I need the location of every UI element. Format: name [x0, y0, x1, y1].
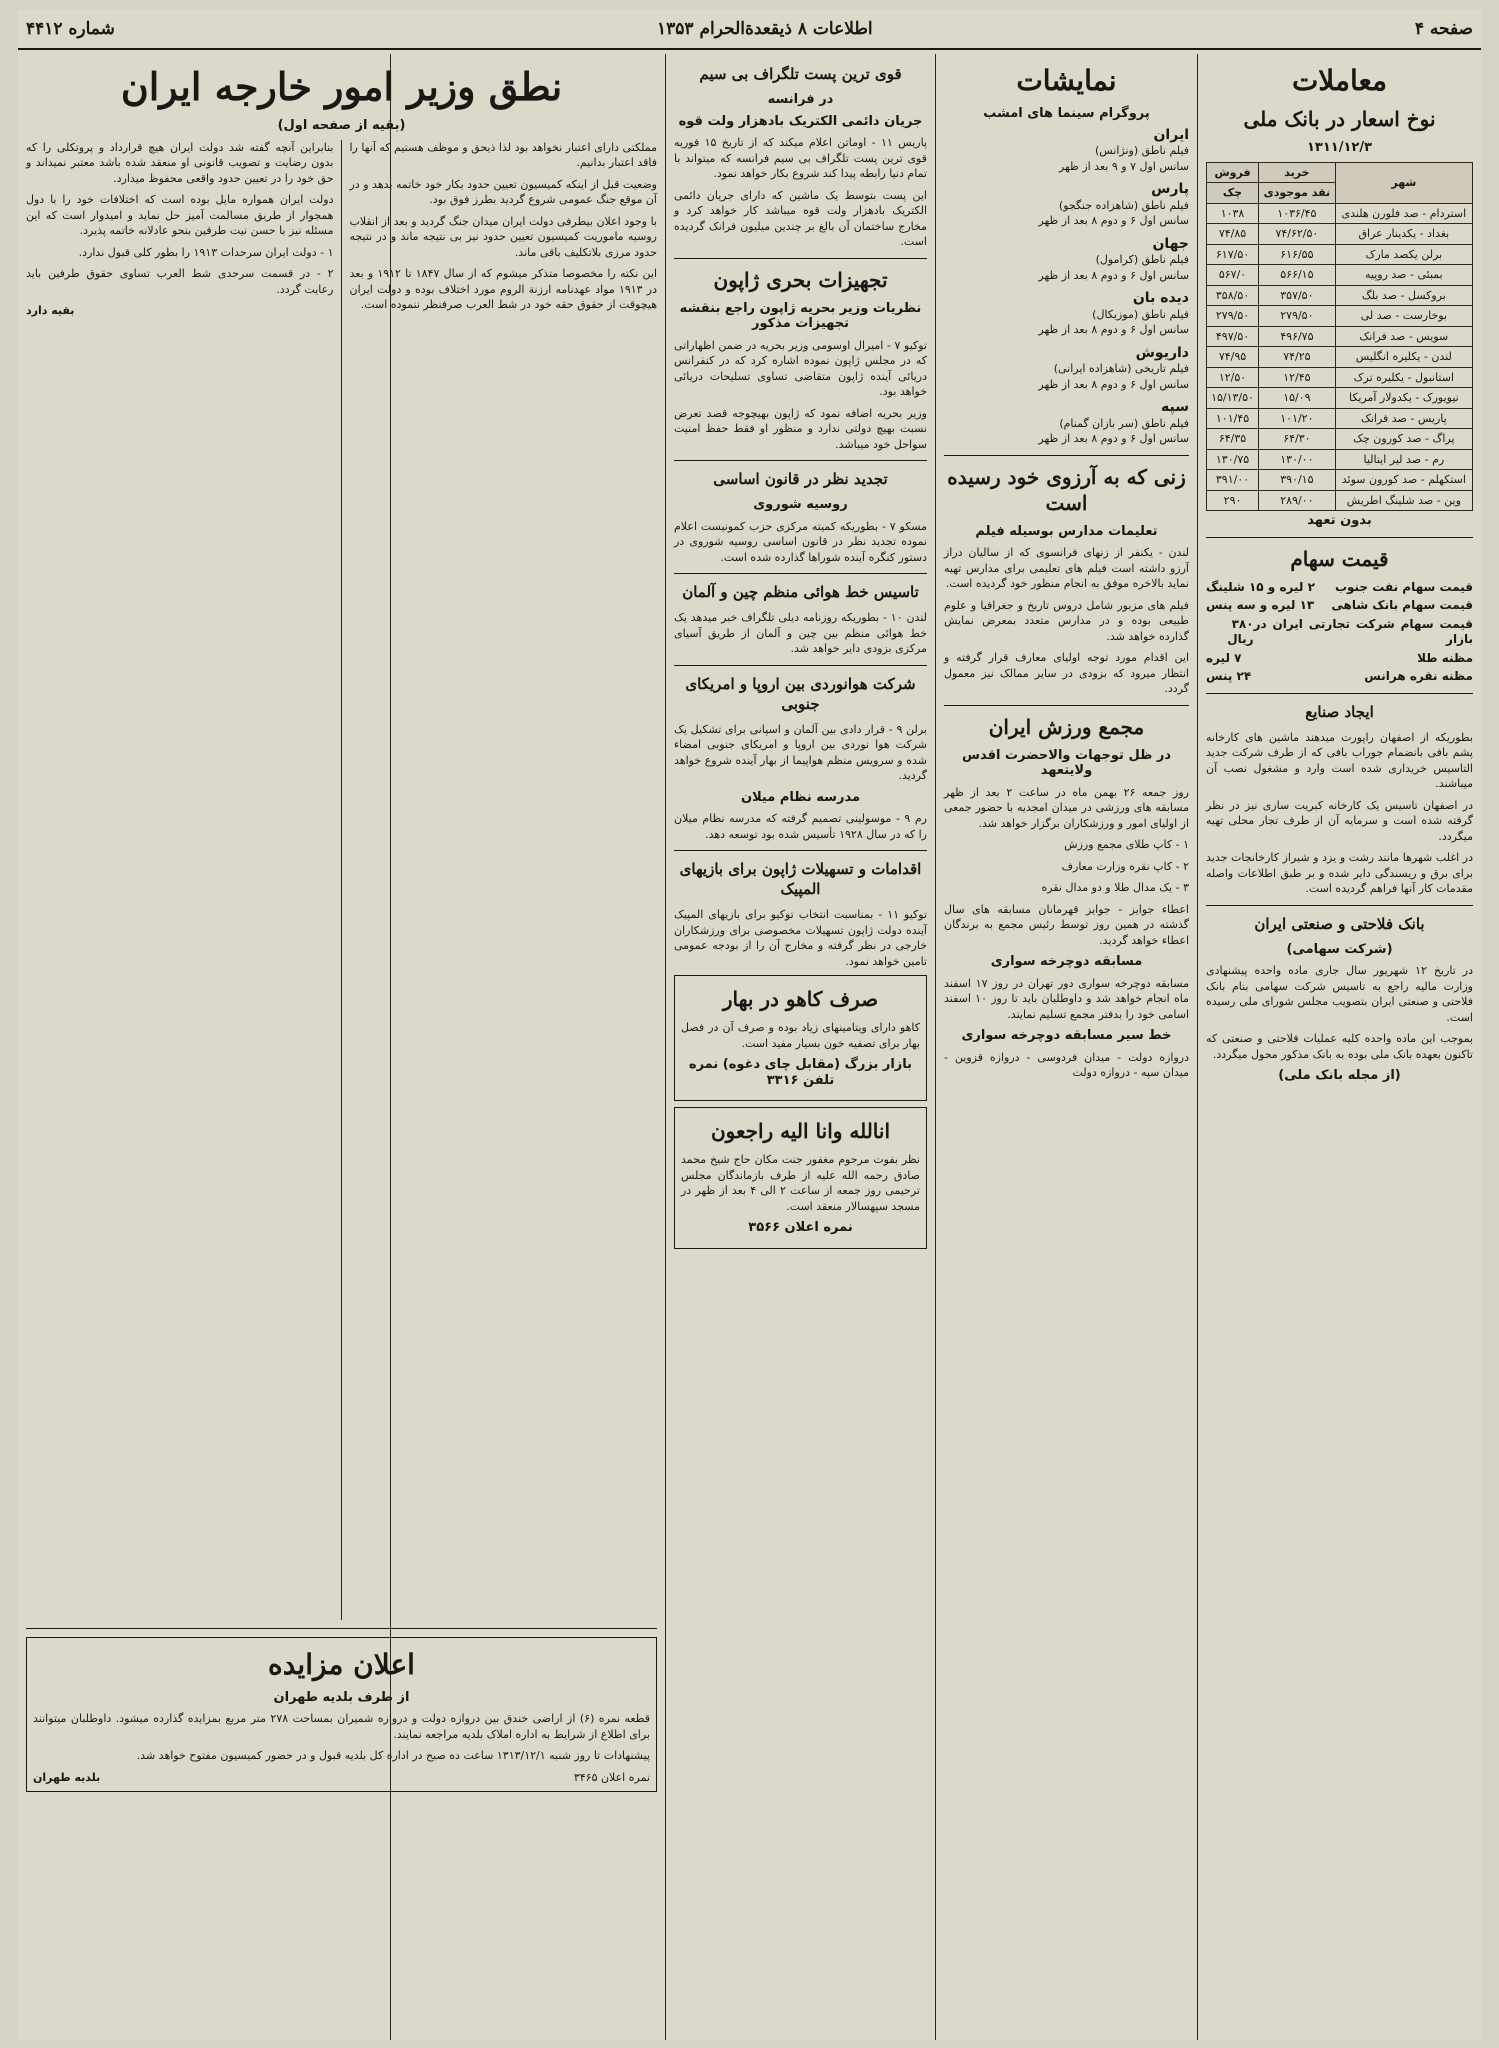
rate-buy: ۵۶۶/۱۵: [1259, 265, 1336, 286]
minister-title: نطق وزیر امور خارجه ایران: [120, 64, 563, 109]
trade-date: ۱۳۱۱/۱۲/۳: [1306, 140, 1373, 155]
rate-buy: ۱۲/۴۵: [1259, 367, 1336, 388]
rate-buy: ۶۱۶/۵۵: [1259, 244, 1336, 265]
share-item: [1206, 651, 1473, 667]
cinema-film: فیلم ناطق (کرامول): [1095, 253, 1189, 266]
table-row: [1207, 388, 1473, 409]
cinema-film: فیلم ناطق (سر بازان گمنام): [1059, 416, 1189, 430]
telegraph-title: قوی ترین پست تلگراف بی سیم: [699, 65, 902, 83]
table-header-sell: فروش: [1207, 162, 1259, 183]
share-value: ۲ لیره و ۱۵ شلینگ: [1206, 579, 1315, 594]
issue-number: شماره ۴۴۱۲: [26, 19, 115, 39]
woman-paragraph: لندن - یکنفر از زنهای فرانسوی که از سالیان دراز آرزو داشته است فیلم های تعلیمی برای مدارس تهیه نماید بالاخره موفق به انجام منظور خود گردیده است.: [944, 546, 1189, 590]
share-value: ۱۳ لیره و سه پنس: [1206, 598, 1315, 612]
telegraph-paragraph: این پست بتوسط یک ماشین که دارای جریان دائمی الکتریک بادهزار ولت قوه میباشد کار خواهد کرد و مخارج ساختمان آن بالغ بر چندین میلیون فرانک گردیده است.: [674, 188, 927, 248]
woman-title: زنی که به آرزوی خود رسیده است: [947, 464, 1186, 515]
table-row: [1207, 408, 1473, 429]
airline-paragraph: لندن ۱۰ - بطوریکه روزنامه دیلی تلگراف خبر میدهد یک خط هوائی منظم بین چین و آلمان از طریق آسیای مرکزی بزودی دایر خواهد شد.: [674, 611, 927, 655]
share-label: قیمت سهام شرکت تجارتی ایران در بازار: [1253, 616, 1473, 646]
column-news: [666, 54, 935, 2040]
table-subheader-cash: نقد موجودی: [1259, 183, 1336, 204]
woman-paragraph: این اقدام مورد توجه اولیای معارف قرار گرفته و انتظار میرود که بزودی در سایر ممالک نیز معمول گردد.: [944, 651, 1189, 695]
constitution-subtitle: روسیه شوروی: [753, 497, 848, 512]
share-label: قیمت سهام نفت جنوب: [1334, 579, 1473, 594]
cinema-film: فیلم ناطق (ونژانس): [1094, 144, 1189, 157]
condolence-text: نظر بفوت مرحوم مغفور جنت مکان حاج شیخ محمد صادق رحمه الله علیه از طرف بازماندگان مجلس ترحیمی روز جمعه از ساعت ۲ الی ۴ بعد از ظهر در مسجد سپهسالار منعقد است.: [681, 1153, 920, 1213]
minister-body: [26, 140, 657, 1620]
rate-sell: ۶۴/۳۵: [1207, 429, 1259, 450]
table-subheader-check: چک: [1207, 183, 1259, 204]
cinema-item: [944, 182, 1189, 229]
industry-paragraph: در اصفهان تاسیس یک کارخانه کبریت سازی نیز در نظر گرفته شده است و سرمایه آن از طرف تجار محلی تهیه میگردد.: [1206, 798, 1473, 843]
navy-paragraph: وزیر بحریه اضافه نمود که ژاپون بهیچوجه قصد تعرض نسبت بهیچ دولتی ندارد و منظور او فقط حفظ امنیت سواحل خود میباشد.: [674, 406, 927, 451]
rate-sell: ۵۶۷/۰: [1207, 265, 1259, 286]
shares-list: [1206, 580, 1473, 685]
share-label: مظنه طلا: [1417, 650, 1473, 665]
share-item: [1206, 598, 1473, 614]
rate-buy: ۶۴/۳۰: [1259, 429, 1336, 450]
column-shows: [936, 54, 1197, 2040]
woman-subtitle: تعلیمات مدارس بوسیله فیلم: [975, 523, 1158, 539]
telegraph-lead: جریان دائمی الکتریک بادهزار ولت قوه: [678, 113, 923, 129]
telegraph-paragraph: پاریس ۱۱ - اوماتن اعلام میکند که از تاریخ ۱۵ فوریه قوی ترین پست تلگراف بی سیم فرانسه که میتواند با تمام دنیا رابطه پیدا کند شروع بکار خواهد نمود.: [674, 136, 927, 180]
table-row: [1207, 449, 1473, 470]
rate-sell: ۱۲/۵۰: [1207, 367, 1259, 388]
cinema-film: فیلم ناطق (شاهزاده جنگجو): [1058, 198, 1189, 212]
company-title: شرکت هوانوردی بین اروپا و امریکای جنوبی: [685, 674, 916, 713]
rate-buy: ۲۸۹/۰۰: [1259, 490, 1336, 511]
rate-city: بروکسل - صد بلگ: [1335, 285, 1472, 306]
industry-paragraph: بطوریکه از اصفهان راپورت میدهند ماشین های کارخانه پشم بافی بانضمام جوراب بافی که از طرف شرکت جدید التاسیس خریداری شده است وارد و مشغول نصب آن میباشند.: [1206, 730, 1473, 790]
rate-sell: ۴۹۷/۵۰: [1207, 326, 1259, 347]
rate-buy: ۳۵۷/۵۰: [1259, 285, 1336, 306]
rate-buy: ۱۳۰/۰۰: [1259, 449, 1336, 470]
rate-city: وین - صد شلینگ اطریش: [1335, 490, 1472, 511]
trade-title: معاملات: [1291, 64, 1388, 97]
sport-paragraph: روز جمعه ۲۶ بهمن ماه در ساعت ۲ بعد از ظهر مسابقه های ورزشی در میدان امجدیه با حضور جمعی از اولیای امور و ورزشکاران برگزار خواهد شد.: [944, 785, 1189, 830]
race-title: مسابقه دوچرخه سواری: [990, 954, 1143, 969]
rate-buy: ۷۴/۶۲/۵۰: [1259, 224, 1336, 245]
cinema-times: سانس اول ۶ و دوم ۸ بعد از ظهر: [1038, 268, 1189, 282]
rate-city: بمبئی - صد روپیه: [1335, 265, 1472, 286]
cinema-times: سانس اول ۶ و دوم ۸ بعد از ظهر: [1038, 214, 1189, 227]
rate-sell: ۱۰۳۸: [1207, 203, 1259, 224]
condolence-number: نمره اعلان ۳۵۶۶: [748, 1220, 853, 1235]
minister-end: بقیه دارد: [26, 304, 75, 317]
cinema-item: [944, 346, 1189, 393]
rate-buy: ۲۷۹/۵۰: [1259, 306, 1336, 327]
share-item: [1206, 580, 1473, 596]
table-row: [1207, 285, 1473, 306]
rate-buy: ۳۹۰/۱۵: [1259, 470, 1336, 491]
cinema-times: سانس اول ۶ و دوم ۸ بعد از ظهر: [1038, 432, 1189, 445]
rate-city: نیویورک - یکدولار آمریکا: [1335, 388, 1472, 409]
table-row: [1207, 203, 1473, 224]
auction-box: [26, 1637, 657, 1793]
minister-point: ۲ - در قسمت سرحدی شط العرب تساوی حقوق طرفین باید رعایت گردد.: [26, 267, 334, 296]
rate-city: پاریس - صد فرانک: [1335, 408, 1472, 429]
cinema-name: دیده بان: [1132, 290, 1189, 306]
company-paragraph: برلن ۹ - قرار دادی بین آلمان و اسپانی برای تشکیل یک شرکت هوا نوردی بین اروپا و امریکای جنوبی امضاء شده و سرویس منظم هواپیما از بهار آینده شروع خواهد گردید.: [674, 722, 927, 782]
minister-paragraph: مملکتی دارای اعتبار نخواهد بود لذا ذیحق و موظف هستیم که آنها را فاقد اعتبار بدانیم.: [349, 140, 657, 169]
race-text: مسابقه دوچرخه سواری دور تهران در روز ۱۷ اسفند ماه انجام خواهد شد و داوطلبان باید تا روز ۱۰ اسفند اسامی خود را بدفتر مجمع تسلیم نمایند.: [944, 976, 1189, 1021]
rate-city: رم - صد لیر ایتالیا: [1335, 449, 1472, 470]
column-trade: [1198, 54, 1481, 2040]
masthead: [18, 10, 1481, 50]
rate-city: برلن یکصد مارک: [1335, 244, 1472, 265]
share-value: ۳۸۰ ریال: [1227, 616, 1254, 646]
shows-program: پروگرام سینما های امشب: [983, 106, 1150, 121]
cinema-item: [944, 291, 1189, 338]
rate-sell: ۶۱۷/۵۰: [1207, 244, 1259, 265]
race-route-title: خط سیر مسابقه دوچرخه سواری: [961, 1028, 1172, 1043]
rate-sell: ۲۷۹/۵۰: [1207, 306, 1259, 327]
school-title: مدرسه نظام میلان: [740, 789, 861, 805]
sport-title: مجمع ورزش ایران: [988, 714, 1145, 739]
shows-title: نمایشات: [1016, 64, 1117, 97]
trade-footnote: بدون تعهد: [1307, 513, 1372, 528]
sport-item: ۲ - کاپ نقره وزارت معارف: [1061, 859, 1189, 873]
bank-subtitle: (شرکت سهامی): [1286, 941, 1393, 957]
rate-city: سویس - صد فرانک: [1335, 326, 1472, 347]
rate-sell: ۱۳۰/۷۵: [1207, 449, 1259, 470]
minister-paragraph: وضعیت قبل از اینکه کمیسیون تعیین حدود بکار خود خاتمه بدهد و در آن موقع جنگ عمومی شروع گردید بطرز فوق بود.: [349, 177, 657, 206]
rate-city: استکهلم - صد کورون سوئد: [1335, 470, 1472, 491]
share-label: مظنه نقره هرانس: [1364, 669, 1473, 683]
constitution-paragraph: مسکو ۷ - بطوریکه کمیته مرکزی حزب کمونیست اعلام نموده تجدید نظر در قانون اساسی روسیه شوروی در دستور کنگره آینده شوراها گذارده شده است.: [674, 519, 927, 564]
navy-title: تجهیزات بحری ژاپون: [713, 267, 888, 292]
constitution-title: تجدید نظر در قانون اساسی: [713, 470, 888, 488]
table-row: [1207, 347, 1473, 368]
table-row: [1207, 490, 1473, 511]
minister-continuation: (بقیه از صفحه اول): [277, 118, 406, 133]
minister-point: ۱ - دولت ایران سرحدات ۱۹۱۳ را بطور کلی قبول ندارد.: [78, 245, 334, 259]
cinema-item: [944, 237, 1189, 284]
spring-box: [674, 975, 927, 1101]
auction-signature: بلدیه طهران: [33, 1770, 101, 1784]
share-item: [1206, 617, 1473, 648]
condolence-box: [674, 1107, 927, 1249]
cinema-times: سانس اول ۶ و دوم ۸ بعد از ظهر: [1038, 323, 1189, 336]
rate-sell: ۷۴/۸۵: [1207, 224, 1259, 245]
rate-sell: ۲۹۰: [1207, 490, 1259, 511]
share-value: ۲۴ پنس: [1206, 669, 1252, 683]
industry-paragraph: در اغلب شهرها مانند رشت و یزد و شیراز کارخانجات جدید برای برق و ریسندگی دایر شده و بر طبق اطلاعات واصله مقدمات کار آنها فراهم گردیده است.: [1206, 851, 1473, 895]
olympic-paragraph: توکیو ۱۱ - بمناسبت انتخاب توکیو برای بازیهای المپیک آینده دولت ژاپون تسهیلات مخصوصی برای ورزشکاران خارجی در نظر گرفته و مخارج آن را از بودجه عمومی تامین خواهد نمود.: [674, 908, 928, 968]
rate-sell: ۱۵/۱۳/۵۰: [1207, 388, 1259, 409]
rate-city: استانبول - یکلیره ترک: [1335, 367, 1472, 388]
newspaper-page: [18, 10, 1481, 2040]
rate-buy: ۱۵/۰۹: [1259, 388, 1336, 409]
sport-item: ۱ - کاپ طلای مجمع ورزش: [1064, 838, 1189, 851]
cinema-name: ایران: [1153, 126, 1189, 143]
minister-paragraph: دولت ایران همواره مایل بوده است که اختلافات خود را با دول همجوار از طریق مسالمت آمیز حل نماید و امیدوار است که این مسئله نیز با حسن نیت طرفین بنحو عادلانه خاتمه پذیرد.: [26, 193, 334, 237]
share-label: قیمت سهام بانک شاهی: [1331, 598, 1473, 612]
spring-title: صرف کاهو در بهار: [722, 987, 879, 1011]
table-row: [1207, 306, 1473, 327]
condolence-title: انالله وانا الیه راجعون: [710, 1119, 891, 1143]
cinema-item: [944, 400, 1189, 447]
rate-buy: ۱۰۳۶/۴۵: [1259, 203, 1336, 224]
sport-subtitle: در ظل توجهات والاحضرت اقدس ولایتعهد: [962, 747, 1171, 778]
table-header-buy: خرید: [1259, 162, 1336, 183]
exchange-rate-table: [1206, 162, 1473, 512]
auction-title: اعلان مزایده: [268, 1647, 415, 1681]
race-route: دروازه دولت - میدان فردوسی - دروازه قزوین - میدان سپه - دروازه دولت: [944, 1050, 1189, 1079]
trade-subtitle: نوخ اسعار در بانک ملی: [1243, 107, 1436, 131]
shares-title: قیمت سهام: [1290, 546, 1389, 571]
share-value: ۷ لیره: [1206, 650, 1242, 665]
airline-title: تاسیس خط هوائی منظم چین و آلمان: [682, 583, 919, 601]
table-row: [1207, 470, 1473, 491]
cinema-name: داریوش: [1135, 344, 1189, 361]
auction-number: نمره اعلان ۳۴۶۵: [573, 1770, 650, 1784]
rate-city: استردام - صد فلورن هلندی: [1335, 203, 1472, 224]
rate-city: بغداد - یکدینار عراق: [1335, 224, 1472, 245]
column-minister: [18, 54, 665, 2040]
school-text: رم ۹ - موسولینی تصمیم گرفته که مدرسه نظام میلان را که در سال ۱۹۲۸ تأسیس شده بود توسعه دهد.: [674, 812, 927, 841]
cinema-times: سانس اول ۷ و ۹ بعد از ظهر: [1058, 159, 1189, 173]
cinema-name: سپه: [1161, 399, 1189, 415]
cinema-list: [944, 128, 1189, 447]
cinema-film: فیلم تاریخی (شاهزاده ایرانی): [1053, 362, 1189, 375]
share-item: [1206, 669, 1473, 685]
cinema-times: سانس اول ۶ و دوم ۸ بعد از ظهر: [1038, 377, 1189, 391]
table-row: [1207, 224, 1473, 245]
rate-buy: ۷۴/۲۵: [1259, 347, 1336, 368]
olympic-title: اقدامات و تسهیلات ژاپون برای بازیهای المپیک: [679, 860, 922, 898]
table-row: [1207, 367, 1473, 388]
table-row: [1207, 326, 1473, 347]
minister-paragraph: بنابراین آنچه گفته شد دولت ایران هیچ قرارداد و پروتکلی را که بدون رضایت و تصویب قانونی او منعقد شده باشد معتبر نمیداند و حق خود را در تعیین حدود واقعی محفوظ میدارد.: [26, 140, 334, 185]
rate-sell: ۷۴/۹۵: [1207, 347, 1259, 368]
navy-subtitle: نظریات وزیر بحریه ژاپون راجع بنقشه تجهیزات مذکور: [679, 300, 922, 331]
sport-item: ۳ - یک مدال طلا و دو مدال نقره: [1041, 881, 1189, 894]
table-header-city: شهر: [1335, 162, 1472, 203]
page-number: صفحه ۴: [1414, 19, 1473, 39]
rate-sell: ۳۵۸/۵۰: [1207, 285, 1259, 306]
sport-paragraph: اعطاء جوایز - جوایز قهرمانان مسابقه های سال گذشته در همین روز توسط رئیس مجمع به برندگان اعطاء خواهد گردید.: [944, 902, 1189, 947]
minister-paragraph: با وجود اعلان بیطرفی دولت ایران میدان جنگ گردید و بعد از انقلاب روسیه ماموریت کمیسیون تعیین حدود نیز بی نتیجه ماند و در نتیجه حدود مرزی بلاتکلیف باقی ماند.: [349, 214, 657, 259]
rate-buy: ۱۰۱/۲۰: [1259, 408, 1336, 429]
auction-subtitle: از طرف بلدیه طهران: [273, 1689, 410, 1705]
navy-paragraph: توکیو ۷ - امیرال اوسومی وزیر بحریه در ضمن اظهاراتی که در مجلس ژاپون نموده اشاره کرد که در کنفرانس دریائی آینده ژاپون متقاضی تساوی تسلیحات دریائی خواهد بود.: [674, 338, 927, 398]
auction-text: پیشنهادات تا روز شنبه ۱۳۱۳/۱۲/۱ ساعت ده صبح در اداره کل بلدیه قبول و در حضور کمیسیون مفتوح خواهد شد.: [136, 1749, 650, 1762]
table-row: [1207, 429, 1473, 450]
auction-text: قطعه نمره (۶) از اراضی خندق بین دروازه دولت و دروازه شمیران بمساحت ۲۷۸ متر مربع بمزایده گذارده میشود. داوطلبان میتوانند برای اطلاع از شرایط به اداره املاک بلدیه مراجعه نمایند.: [33, 1712, 650, 1741]
paper-date: اطلاعات ۸ ذیقعدةالحرام ۱۳۵۳: [657, 19, 873, 39]
rate-city: پراگ - صد کورون چک: [1335, 429, 1472, 450]
woman-paragraph: فیلم های مزبور شامل دروس تاریخ و جغرافیا و علوم طبیعی بوده و در مدارس متعدد بمعرض نمایش گذارده خواهد شد.: [944, 598, 1189, 643]
industry-title: ایجاد صنایع: [1305, 702, 1374, 721]
table-row: [1207, 244, 1473, 265]
bank-source: (از مجله بانک ملی): [1278, 1068, 1401, 1083]
cinema-name: پارس: [1151, 181, 1189, 197]
rate-city: لندن - یکلیره انگلیس: [1335, 347, 1472, 368]
bank-paragraph: در تاریخ ۱۲ شهریور سال جاری ماده واحده پیشنهادی وزارت مالیه راجع به تاسیس شرکت سهامی بنام بانک فلاحتی و صنعتی ایران بتصویب مجلس شورای ملی رسیده است.: [1206, 964, 1473, 1024]
rate-sell: ۳۹۱/۰۰: [1207, 470, 1259, 491]
minister-paragraph: این نکته را مخصوصا متذکر میشوم که از سال ۱۸۴۷ تا ۱۹۱۲ و بعد در ۱۹۱۳ مواد عهدنامه ارزنة الروم مورد اختلاف بوده و دولت ایران هیچوقت از حقوق حقه خود در شط العرب صرفنظر ننموده است.: [349, 267, 658, 311]
table-row: [1207, 265, 1473, 286]
bank-title: بانک فلاحتی و صنعتی ایران: [1254, 914, 1425, 933]
cinema-film: فیلم ناطق (موزیکال): [1092, 307, 1189, 321]
rate-sell: ۱۰۱/۴۵: [1207, 408, 1259, 429]
rate-buy: ۴۹۶/۷۵: [1259, 326, 1336, 347]
telegraph-subtitle: در فرانسه: [767, 92, 834, 107]
rate-city: بوخارست - صد لی: [1335, 306, 1472, 327]
spring-note: بازار بزرگ (مقابل چای دغوه) نمره تلفن ۳۳۱۶: [688, 1057, 913, 1088]
cinema-name: جهان: [1152, 235, 1189, 252]
spring-text: کاهو دارای ویتامینهای زیاد بوده و صرف آن در فصل بهار برای تصفیه خون بسیار مفید است.: [681, 1021, 920, 1050]
cinema-item: [944, 128, 1189, 175]
bank-paragraph: بموجب این ماده واحده کلیه عملیات فلاحتی و صنعتی که تاکنون بعهده بانک ملی بوده به بانک مذکور محول میگردد.: [1206, 1032, 1473, 1061]
